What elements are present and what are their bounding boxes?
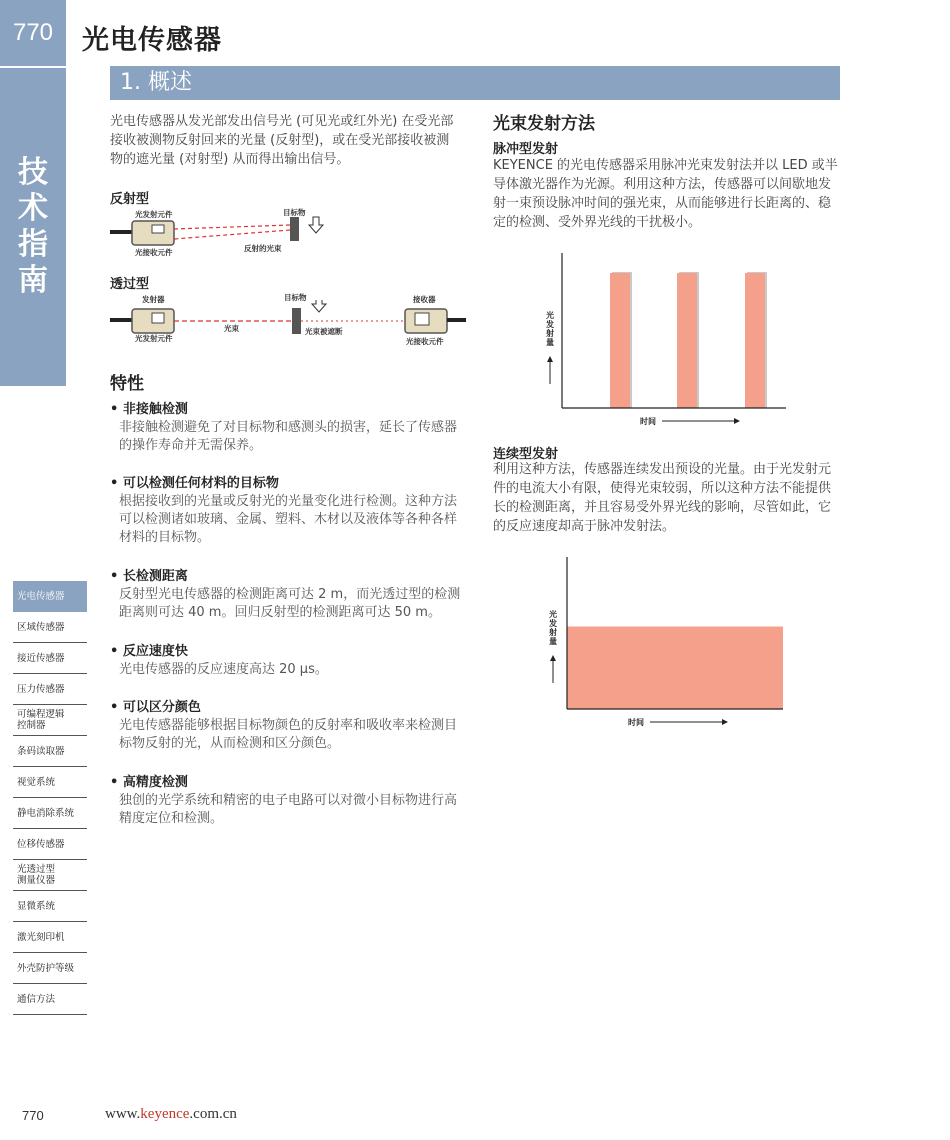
reflective-target-label: 目标物 <box>283 208 306 217</box>
thrubeam-emitter-label: 发射器 <box>142 295 165 304</box>
reflective-heading: 反射型 <box>110 192 150 207</box>
sidebar-item[interactable]: 激光刻印机 <box>13 922 87 953</box>
features-heading: 特性 <box>110 374 144 394</box>
y-axis-label: 射 <box>549 628 557 637</box>
intro-text: 光电传感器从发光部发出信号光 (可见光或红外光) 在受光部接收被测物反射回来的光量 (反射型)，或在受光部接收被测物的遮光量 (对射型) 从而得出输出信号。 <box>110 114 454 167</box>
feature-item <box>110 696 462 753</box>
thrubeam-target-label: 目标物 <box>284 293 307 302</box>
thrubeam-receiver-element: 光接收元件 <box>406 337 444 346</box>
sidebar-item[interactable]: 通信方法 <box>13 984 87 1015</box>
feature-body: 反射型光电传感器的检测距离可达 2 m，而光透过型的检测距离则可达 40 m。回归反射型的检测距离可达 50 m。 <box>119 587 461 620</box>
continuous-heading: 连续型发射 <box>493 447 559 462</box>
feature-title: • 反应速度快 <box>110 644 188 659</box>
y-axis-label: 光 <box>546 311 554 320</box>
y-axis-label: 发 <box>549 619 557 628</box>
footer-page-number: 770 <box>22 1108 44 1123</box>
feature-item <box>110 472 462 547</box>
feature-item <box>110 771 462 828</box>
pulse-body: KEYENCE 的光电传感器采用脉冲光束发射法并以 LED 或半导体激光器作为光源。利用这种方法，传感器可以间歇地发射一束预设脉冲时间的强光束，从而能够进行长距离的、稳定的检测、受外界光线的干扰极小。 <box>493 158 838 230</box>
sidebar-item[interactable]: 条码读取器 <box>13 736 87 767</box>
page-number: 770 <box>12 19 54 46</box>
sidebar-nav <box>13 581 87 1013</box>
reflective-beam-label: 反射的光束 <box>244 244 282 253</box>
y-axis-label: 射 <box>546 329 554 338</box>
pulse-bar <box>610 273 630 408</box>
continuous-emission-chart <box>540 552 795 727</box>
x-axis-arrowhead <box>722 719 728 725</box>
thrubeam-beam-label: 光束 <box>224 324 239 333</box>
vertical-char: 指 <box>18 227 48 262</box>
feature-title: • 可以检测任何材料的目标物 <box>110 476 279 491</box>
feature-body: 非接触检测避免了对目标物和感测头的损害，延长了传感器的操作寿命并无需保养。 <box>119 420 458 453</box>
reflective-receiver-label: 光接收元件 <box>135 248 173 257</box>
feature-title: • 非接触检测 <box>110 402 188 417</box>
feature-body: 光电传感器的反应速度高达 20 μs。 <box>119 662 328 677</box>
x-axis-label: 时间 <box>640 417 656 426</box>
vertical-char: 术 <box>18 191 48 226</box>
reflective-emitter-label: 光发射元件 <box>135 210 173 219</box>
sidebar-item[interactable]: 外壳防护等级 <box>13 953 87 984</box>
page-number-box <box>0 0 66 66</box>
feature-body: 光电传感器能够根据目标物颜色的反射率和吸收率来检测目标物反射的光，从而检测和区分颜色。 <box>119 718 458 751</box>
y-axis-label: 量 <box>546 338 554 347</box>
section-title-bar <box>110 66 840 100</box>
pulse-bar <box>745 273 765 408</box>
x-axis-label: 时间 <box>628 718 644 727</box>
y-axis-arrowhead <box>547 356 553 362</box>
pulse-heading: 脉冲型发射 <box>493 142 559 157</box>
thrubeam-receiver-label: 接收器 <box>413 295 436 304</box>
section-title: 1. 概述 <box>120 70 192 95</box>
y-axis-label: 发 <box>546 320 554 329</box>
feature-item <box>110 565 462 622</box>
thrubeam-emitter-element: 光发射元件 <box>135 334 173 343</box>
sidebar-item[interactable]: 区域传感器 <box>13 612 87 643</box>
feature-item <box>110 640 462 679</box>
thrubeam-heading: 透过型 <box>110 277 150 292</box>
sidebar-item[interactable]: 位移传感器 <box>13 829 87 860</box>
sidebar-item[interactable]: 视觉系统 <box>13 767 87 798</box>
side-vertical-title <box>0 155 66 299</box>
feature-body: 独创的光学系统和精密的电子电路可以对微小目标物进行高精度定位和检测。 <box>119 793 458 826</box>
continuous-area <box>567 627 783 710</box>
vertical-char: 技 <box>18 155 48 190</box>
feature-title: • 高精度检测 <box>110 775 188 790</box>
footer-brand[interactable]: keyence <box>140 1106 190 1122</box>
sidebar-item[interactable]: 光透过型 测量仪器 <box>13 860 87 891</box>
sidebar-item[interactable]: 接近传感器 <box>13 643 87 674</box>
feature-item <box>110 398 462 455</box>
feature-title: • 可以区分颜色 <box>110 700 201 715</box>
y-axis-label: 光 <box>549 610 557 619</box>
sidebar-item[interactable]: 显微系统 <box>13 891 87 922</box>
sidebar-item[interactable]: 光电传感器 <box>13 581 87 612</box>
page-title: 光电传感器 <box>82 25 222 56</box>
continuous-body: 利用这种方法，传感器连续发出预设的光量。由于光发射元件的电流大小有限，使得光束较弱，所以这种方法不能提供长的检测距离，并且容易受外界光线的影响，尽管如此，它的反应速度却高于脉冲发射法。 <box>493 462 832 534</box>
pulse-bar <box>677 273 697 408</box>
footer-url[interactable]: www.keyence.com.cn <box>105 1106 237 1122</box>
feature-body: 根据接收到的光量或反射光的光量变化进行检测。这种方法可以检测诸如玻璃、金属、塑料、木材以及液体等各种各样材料的目标物。 <box>119 494 458 545</box>
y-axis-arrowhead <box>550 655 556 661</box>
emission-heading: 光束发射方法 <box>493 114 595 134</box>
y-axis-label: 量 <box>549 637 557 646</box>
thrubeam-blocked-label: 光束被遮断 <box>305 327 343 336</box>
x-axis-arrowhead <box>734 418 740 424</box>
sidebar-item[interactable]: 可编程逻辑 控制器 <box>13 705 87 736</box>
feature-title: • 长检测距离 <box>110 569 188 584</box>
pulse-emission-chart <box>540 248 795 433</box>
vertical-char: 南 <box>18 263 48 298</box>
sidebar-item[interactable]: 压力传感器 <box>13 674 87 705</box>
sidebar-item[interactable]: 静电消除系统 <box>13 798 87 829</box>
